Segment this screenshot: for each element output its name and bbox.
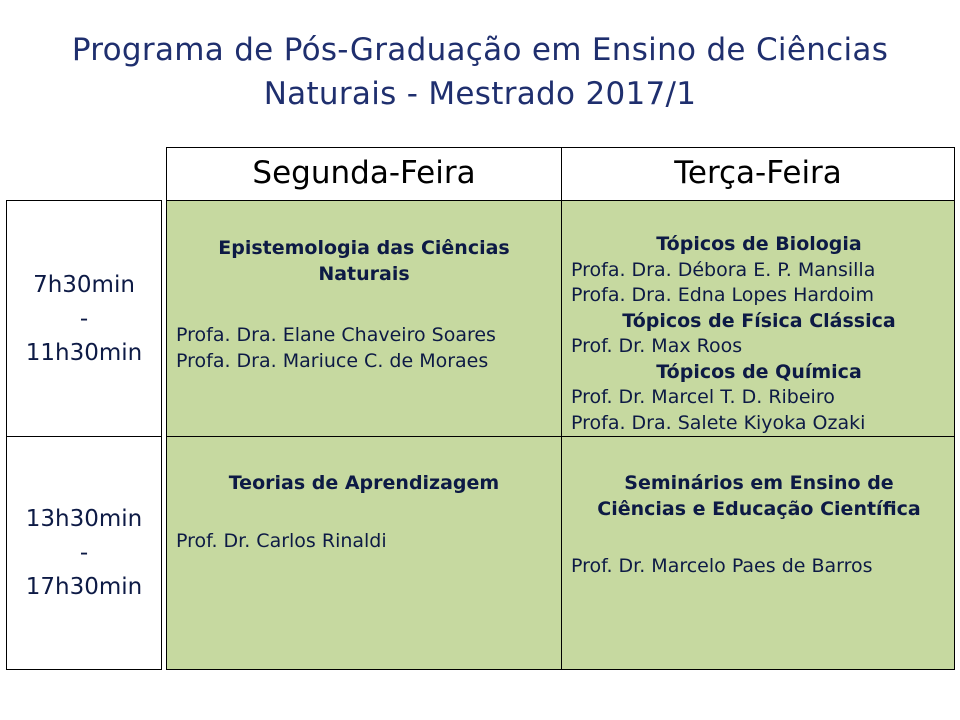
professor-name: Prof. Dr. Marcel T. D. Ribeiro: [571, 386, 835, 408]
time-end: 17h30min: [25, 574, 143, 600]
time-start: 13h30min: [25, 506, 143, 532]
subject-title: Epistemologia das Ciências: [218, 237, 510, 259]
subject-title: Ciências e Educação Científica: [597, 497, 921, 520]
cell-monday-afternoon: [176, 471, 552, 554]
professor-name: Prof. Dr. Max Roos: [571, 335, 743, 357]
header-tuesday: [561, 147, 955, 201]
row-divider: [166, 436, 955, 437]
header-tuesday-label: Terça-Feira: [674, 155, 842, 191]
subject-title: Naturais: [318, 262, 410, 285]
professor-name: Profa. Dra. Débora E. P. Mansilla: [571, 258, 876, 281]
cell-tuesday-afternoon: [571, 471, 947, 580]
title-line-2: Naturais - Mestrado 2017/1: [263, 76, 697, 112]
professor-name: Profa. Dra. Elane Chaveiro Soares: [176, 324, 496, 346]
title-line-1: Programa de Pós-Graduação em Ensino de Ciências: [71, 32, 889, 68]
professor-name: Prof. Dr. Marcelo Paes de Barros: [571, 555, 873, 577]
time-separator: -: [79, 305, 89, 332]
professor-name: Profa. Dra. Edna Lopes Hardoim: [571, 284, 874, 306]
subject-title: Tópicos de Química: [656, 360, 862, 383]
header-monday-label: Segunda-Feira: [252, 155, 476, 191]
time-slot-morning: [6, 200, 162, 437]
professor-name: Profa. Dra. Salete Kiyoka Ozaki: [571, 411, 866, 434]
time-separator: -: [79, 540, 89, 566]
subject-title: Seminários em Ensino de: [624, 472, 894, 494]
page-title: [0, 28, 960, 116]
column-divider: [561, 147, 562, 670]
professor-name: Prof. Dr. Carlos Rinaldi: [176, 529, 387, 552]
time-end: 11h30min: [25, 339, 143, 366]
time-start: 7h30min: [33, 271, 135, 298]
subject-title: Tópicos de Física Clássica: [622, 309, 896, 332]
time-slot-afternoon: [6, 436, 162, 670]
subject-title: Teorias de Aprendizagem: [228, 472, 500, 494]
subject-title: Tópicos de Biologia: [656, 233, 862, 255]
header-monday: [166, 147, 562, 201]
cell-tuesday-morning: [571, 232, 947, 436]
cell-monday-morning: [176, 236, 552, 374]
professor-name: Profa. Dra. Mariuce C. de Moraes: [176, 349, 489, 372]
